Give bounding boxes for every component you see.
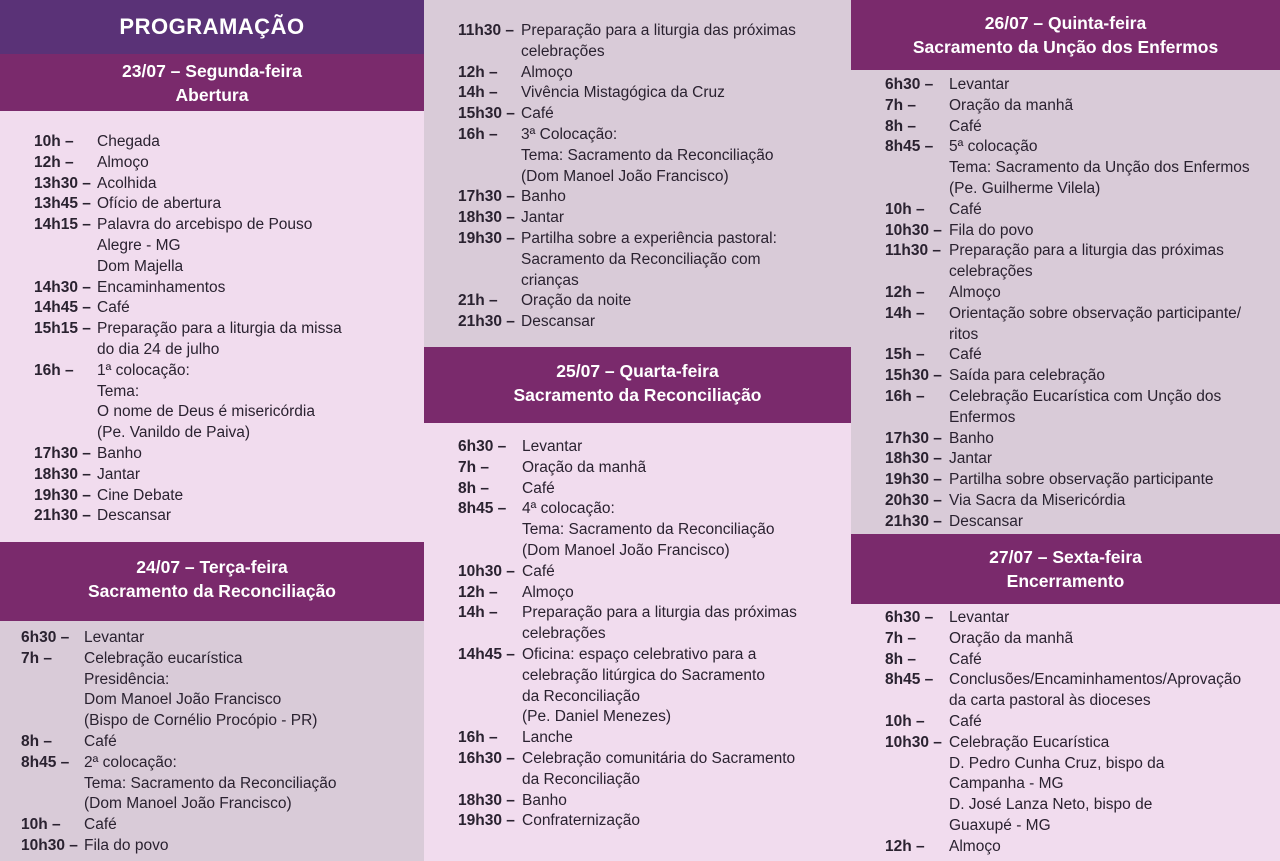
schedule-item (34, 319, 418, 361)
schedule-activity: Lanche (522, 729, 573, 747)
day-block-24-07-continued (424, 0, 851, 347)
schedule-item (458, 125, 845, 187)
schedule-item (458, 291, 845, 312)
schedule-time: 14h – (885, 304, 925, 322)
schedule-time: 7h – (885, 96, 917, 114)
day-theme: Sacramento da Reconciliação (87, 581, 337, 601)
schedule-time: 6h30 – (885, 609, 934, 626)
schedule-time: 10h – (21, 816, 61, 834)
schedule-item (34, 194, 418, 215)
schedule-item (885, 96, 1274, 117)
schedule-time: 21h30 – (34, 507, 91, 525)
schedule-list (34, 132, 418, 527)
schedule-activity: Café (521, 105, 554, 123)
schedule-time: 21h30 – (458, 313, 515, 331)
schedule-activity: Cine Debate (97, 486, 184, 504)
schedule-item (458, 187, 845, 208)
schedule-activity: Oração da manhã (949, 96, 1074, 114)
schedule-activity: Partilha sobre observação participante (949, 471, 1214, 489)
schedule-item (34, 506, 418, 527)
schedule-item (885, 470, 1274, 491)
schedule-time: 8h – (885, 117, 917, 135)
schedule-activity: 4ª colocação: Tema: Sacramento da Reconciliação (Dom Manoel João Francisco) (522, 500, 775, 559)
schedule-activity: Celebração Eucarística D. Pedro Cunha Cruz, bispo da Campanha - MG D. José Lanza Neto, bispo de Guaxupé - MG (949, 733, 1165, 834)
schedule-item (34, 153, 418, 174)
schedule-item (21, 836, 418, 857)
schedule-activity: Oração da noite (521, 292, 632, 310)
schedule-item (34, 444, 418, 465)
schedule-time: 19h30 – (458, 812, 515, 830)
schedule-item (458, 749, 845, 791)
schedule-activity: Café (949, 117, 982, 135)
schedule-time: 11h30 – (458, 22, 515, 39)
schedule-item (885, 137, 1274, 199)
day-block-24-07 (0, 542, 424, 861)
schedule-item (458, 645, 845, 728)
schedule-time: 18h30 – (885, 450, 942, 468)
schedule-list (885, 75, 1274, 533)
day-header (0, 542, 424, 621)
schedule-item (458, 63, 845, 84)
schedule-time: 19h30 – (885, 471, 942, 489)
schedule-activity: Oficina: espaço celebrativo para a celebração litúrgica do Sacramento da Reconciliação (Pe. Daniel Menezes) (522, 645, 765, 726)
schedule-item (885, 608, 1274, 629)
schedule-item (458, 499, 845, 561)
day-date: 25/07 – Quarta-feira (556, 361, 719, 381)
schedule-activity: Celebração eucarística Presidência: Dom Manoel João Francisco (Bispo de Cornélio Procópio - PR) (84, 649, 318, 730)
schedule-activity: 3ª Colocação: Tema: Sacramento da Reconciliação (Dom Manoel João Francisco) (521, 125, 774, 185)
schedule-time: 12h – (458, 583, 498, 601)
schedule-activity: Banho (949, 429, 994, 447)
schedule-time: 10h30 – (21, 836, 78, 854)
schedule-activity: Café (949, 712, 982, 730)
schedule-item (885, 366, 1274, 387)
schedule-time: 18h30 – (458, 209, 515, 227)
schedule-activity: Descansar (949, 512, 1024, 530)
schedule-time: 14h45 – (458, 645, 515, 663)
schedule-item (458, 437, 845, 458)
schedule-item (885, 712, 1274, 733)
schedule-item (885, 345, 1274, 366)
schedule-activity: Saída para celebração (949, 367, 1105, 385)
schedule-time: 16h – (458, 125, 498, 143)
schedule-item (458, 83, 845, 104)
schedule-item (458, 603, 845, 645)
day-block-26-07 (851, 0, 1280, 534)
schedule-activity: Café (84, 732, 117, 750)
schedule-item (21, 815, 418, 836)
schedule-item (885, 221, 1274, 242)
schedule-item (458, 104, 845, 125)
schedule-activity: Via Sacra da Misericórdia (949, 491, 1126, 509)
schedule-activity: 5ª colocação Tema: Sacramento da Unção dos Enfermos (Pe. Guilherme Vilela) (949, 138, 1250, 197)
schedule-activity: Partilha sobre a experiência pastoral: Sacramento da Reconciliação com crianças (521, 229, 777, 289)
schedule-time: 18h30 – (458, 791, 515, 809)
schedule-activity: Palavra do arcebispo de Pouso Alegre - MG Dom Majella (97, 216, 313, 275)
schedule-activity: Banho (521, 188, 566, 206)
schedule-time: 14h – (458, 84, 498, 102)
schedule-time: 13h45 – (34, 195, 91, 213)
schedule-time: 8h45 – (458, 500, 507, 518)
schedule-activity: Descansar (521, 313, 596, 331)
schedule-activity: Café (97, 299, 130, 317)
schedule-activity: Descansar (97, 507, 172, 525)
day-header (851, 534, 1280, 604)
schedule-list (458, 437, 845, 832)
schedule-activity: Levantar (522, 438, 583, 455)
schedule-item (885, 449, 1274, 470)
day-block-23-07 (0, 0, 424, 542)
schedule-activity: Jantar (521, 209, 565, 227)
schedule-activity: Café (949, 346, 982, 364)
schedule-activity: Preparação para a liturgia das próximas celebrações (522, 604, 797, 643)
schedule-time: 16h – (34, 361, 74, 379)
schedule-time: 17h30 – (34, 444, 91, 462)
schedule-time: 14h45 – (34, 299, 91, 317)
schedule-item (34, 278, 418, 299)
schedule-item (885, 733, 1274, 837)
schedule-time: 10h – (885, 712, 925, 730)
schedule-item (458, 229, 845, 291)
schedule-time: 7h – (458, 458, 490, 476)
schedule-time: 8h – (458, 479, 490, 497)
schedule-item (34, 298, 418, 319)
schedule-item (885, 491, 1274, 512)
schedule-item (458, 21, 845, 63)
schedule-activity: Acolhida (97, 174, 157, 192)
schedule-list (458, 21, 845, 333)
schedule-activity: Banho (97, 444, 142, 462)
schedule-list (21, 628, 418, 857)
schedule-item (21, 732, 418, 753)
schedule-item (458, 791, 845, 812)
schedule-time: 18h30 – (34, 465, 91, 483)
day-theme: Sacramento da Reconciliação (513, 385, 762, 405)
schedule-activity: Levantar (949, 76, 1010, 93)
schedule-time: 14h – (458, 604, 498, 622)
schedule-activity: Café (949, 200, 982, 218)
schedule-time: 10h30 – (458, 562, 515, 580)
schedule-time: 13h30 – (34, 174, 91, 192)
schedule-activity: Preparação para a liturgia da missa do dia 24 de julho (97, 320, 342, 358)
schedule-activity: Café (522, 562, 555, 580)
schedule-item (21, 649, 418, 732)
schedule-activity: Almoço (949, 837, 1001, 855)
program-title: PROGRAMAÇÃO (0, 0, 424, 54)
schedule-activity: Café (84, 816, 117, 834)
schedule-item (885, 670, 1274, 712)
schedule-activity: Banho (522, 791, 567, 809)
schedule-time: 12h – (885, 837, 925, 855)
day-date: 23/07 – Segunda-feira (122, 61, 302, 81)
schedule-list (885, 608, 1274, 858)
schedule-item (885, 241, 1274, 283)
schedule-time: 16h – (885, 387, 925, 405)
schedule-time: 19h30 – (34, 486, 91, 504)
schedule-activity: Levantar (949, 609, 1010, 626)
schedule-time: 6h30 – (885, 76, 934, 93)
schedule-time: 16h – (458, 729, 498, 747)
schedule-item (34, 215, 418, 277)
schedule-item (885, 387, 1274, 429)
schedule-activity: Café (522, 479, 555, 497)
schedule-activity: Jantar (949, 450, 993, 468)
schedule-item (458, 208, 845, 229)
schedule-item (458, 458, 845, 479)
schedule-time: 12h – (458, 63, 498, 81)
schedule-time: 10h30 – (885, 221, 942, 239)
schedule-activity: Celebração Eucarística com Unção dos Enfermos (949, 387, 1222, 426)
schedule-item (34, 486, 418, 507)
schedule-activity: Oração da manhã (522, 458, 647, 476)
schedule-time: 10h30 – (885, 733, 942, 751)
schedule-activity: Chegada (97, 133, 160, 150)
schedule-item (34, 465, 418, 486)
day-block-27-07 (851, 534, 1280, 861)
schedule-activity: Fila do povo (84, 836, 169, 854)
day-theme: Sacramento da Unção dos Enfermos (912, 37, 1219, 57)
day-date: 26/07 – Quinta-feira (984, 13, 1147, 33)
schedule-time: 10h – (885, 200, 925, 218)
schedule-activity: Oração da manhã (949, 629, 1074, 647)
schedule-activity: Preparação para a liturgia das próximas celebrações (521, 22, 796, 60)
column-2 (424, 0, 851, 861)
schedule-item (34, 174, 418, 195)
schedule-item (885, 304, 1274, 346)
schedule-activity: Preparação para a liturgia das próximas celebrações (949, 242, 1224, 281)
schedule-item (458, 562, 845, 583)
schedule-activity: Ofício de abertura (97, 195, 222, 213)
schedule-activity: Almoço (97, 153, 149, 171)
schedule-activity: Orientação sobre observação participante/ ritos (949, 304, 1242, 343)
schedule-activity: Fila do povo (949, 221, 1034, 239)
column-3 (851, 0, 1280, 861)
schedule-time: 10h – (34, 133, 74, 150)
schedule-activity: Almoço (521, 63, 573, 81)
schedule-activity: Jantar (97, 465, 141, 483)
schedule-item (21, 628, 418, 649)
schedule-time: 12h – (34, 153, 74, 171)
schedule-item (885, 75, 1274, 96)
schedule-item (458, 312, 845, 333)
schedule-time: 15h30 – (885, 367, 942, 385)
schedule-time: 16h30 – (458, 749, 515, 767)
day-date: 24/07 – Terça-feira (136, 557, 288, 577)
schedule-activity: 1ª colocação: Tema: O nome de Deus é misericórdia (Pe. Vanildo de Paiva) (97, 361, 315, 442)
schedule-time: 8h45 – (885, 671, 934, 689)
schedule-item (458, 811, 845, 832)
column-1 (0, 0, 424, 861)
schedule-activity: Vivência Mistagógica da Cruz (521, 84, 725, 102)
schedule-activity: Confraternização (522, 812, 641, 830)
schedule-item (885, 512, 1274, 533)
schedule-activity: Encaminhamentos (97, 278, 226, 296)
schedule-activity: 2ª colocação: Tema: Sacramento da Reconciliação (Dom Manoel João Francisco) (84, 753, 337, 813)
schedule-item (34, 361, 418, 444)
schedule-time: 11h30 – (885, 242, 942, 260)
schedule-item (885, 650, 1274, 671)
schedule-time: 21h30 – (885, 512, 942, 530)
schedule-activity: Celebração comunitária do Sacramento da Reconciliação (522, 749, 796, 788)
schedule-item (458, 583, 845, 604)
schedule-activity: Café (949, 650, 982, 668)
schedule-activity: Almoço (522, 583, 574, 601)
schedule-item (885, 429, 1274, 450)
schedule-item (885, 283, 1274, 304)
schedule-time: 8h45 – (21, 753, 70, 771)
day-block-25-07 (424, 347, 851, 861)
schedule-item (458, 728, 845, 749)
schedule-time: 15h30 – (458, 105, 515, 123)
schedule-activity: Almoço (949, 283, 1001, 301)
schedule-time: 8h – (885, 650, 917, 668)
schedule-item (34, 132, 418, 153)
schedule-time: 20h30 – (885, 491, 942, 509)
day-header (851, 0, 1280, 70)
schedule-item (885, 837, 1274, 858)
schedule-time: 7h – (885, 629, 917, 647)
schedule-time: 19h30 – (458, 229, 515, 247)
schedule-time: 12h – (885, 283, 925, 301)
schedule-time: 15h15 – (34, 320, 91, 338)
schedule-time: 14h15 – (34, 216, 91, 234)
schedule-item (458, 479, 845, 500)
day-theme: Encerramento (1006, 571, 1125, 591)
schedule-time: 14h30 – (34, 278, 91, 296)
schedule-activity: Levantar (84, 629, 145, 646)
schedule-time: 17h30 – (885, 429, 942, 447)
schedule-time: 6h30 – (21, 629, 70, 646)
schedule-time: 17h30 – (458, 188, 515, 206)
day-date: 27/07 – Sexta-feira (989, 547, 1142, 567)
schedule-activity: Conclusões/Encaminhamentos/Aprovação da carta pastoral às dioceses (949, 671, 1242, 710)
schedule-item (885, 200, 1274, 221)
day-header (424, 347, 851, 423)
schedule-time: 7h – (21, 649, 53, 667)
schedule-time: 6h30 – (458, 438, 507, 455)
schedule-item (21, 753, 418, 815)
schedule-time: 21h – (458, 292, 498, 310)
day-header (0, 54, 424, 111)
schedule-time: 8h45 – (885, 138, 934, 156)
day-theme: Abertura (175, 85, 249, 105)
schedule-item (885, 117, 1274, 138)
schedule-item (885, 629, 1274, 650)
schedule-time: 8h – (21, 732, 53, 750)
schedule-time: 15h – (885, 346, 925, 364)
